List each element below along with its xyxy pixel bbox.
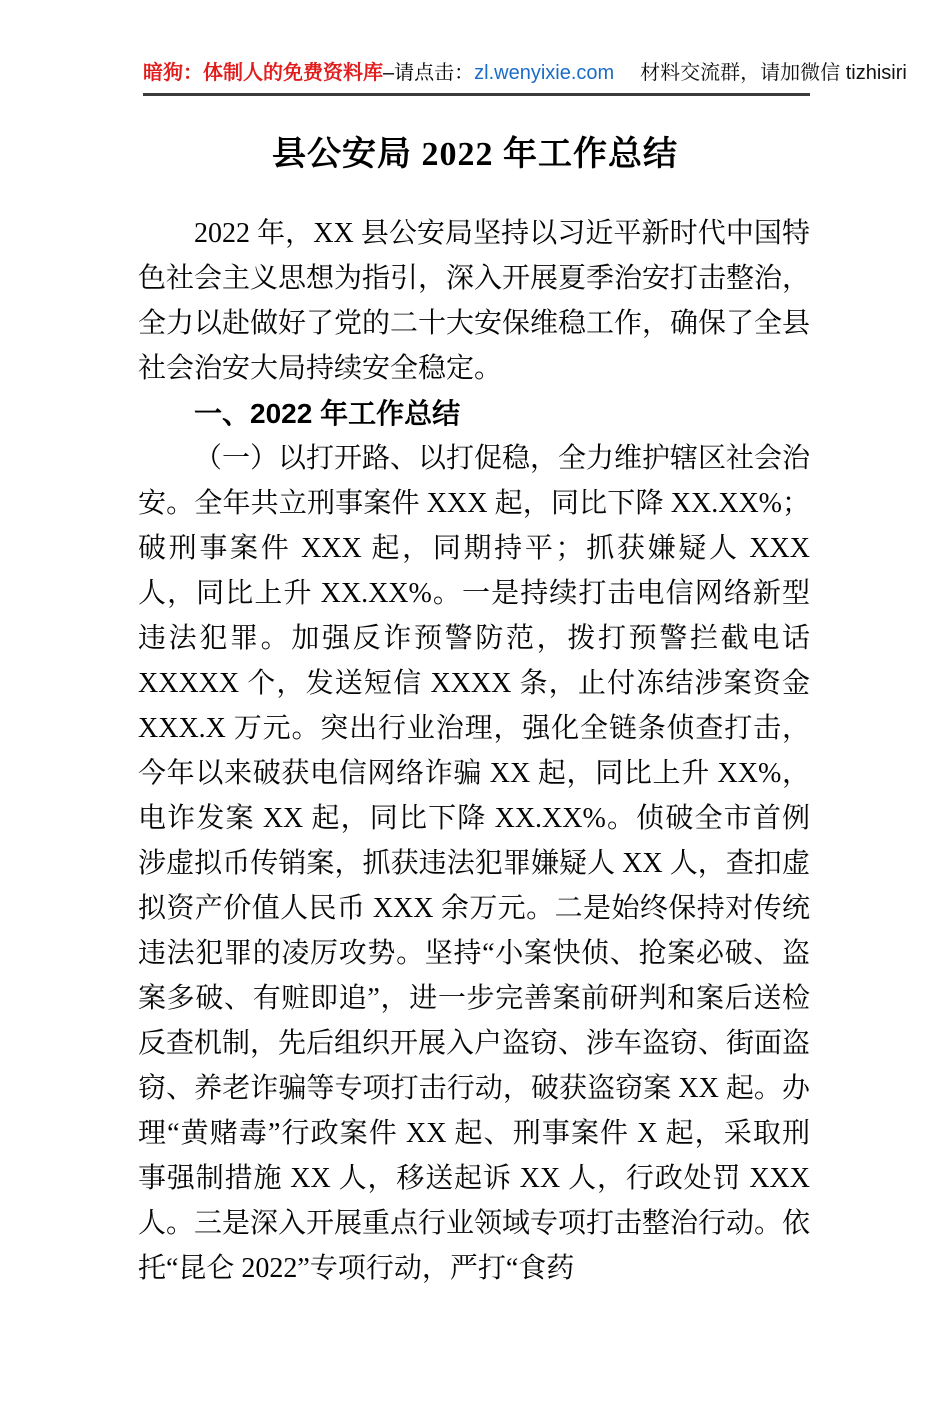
header-click-label: –请点击： bbox=[383, 62, 475, 84]
document-body bbox=[138, 211, 810, 1291]
section-1-paragraph: （一）以打开路、以打促稳，全力维护辖区社会治安。全年共立刑事案件 XXX 起，同比下降 XX.XX%；破刑事案件 XXX 起，同期持平；抓获嫌疑人 XXX 人，同比上升 XX.XX%。一是持续打击电信网络新型违法犯罪。加强反诈预警防范，拨打预警拦截电话 XXXXX 个，发送短信 XXXX 条，止付冻结涉案资金 XXX.X 万元。突出行业治理，强化全链条侦查打击，今年以来破获电信网络诈骗 XX 起，同比上升 XX%，电诈发案 XX 起，同比下降 XX.XX%。侦破全市首例涉虚拟币传销案，抓获违法犯罪嫌疑人 XX 人，查扣虚拟资产价值人民币 XXX 余万元。二是始终保持对传统违法犯罪的凌厉攻势。坚持“小案快侦、抢案必破、盗案多破、有赃即追”，进一步完善案前研判和案后送检反查机制，先后组织开展入户盗窃、涉车盗窃、街面盗窃、养老诈骗等专项打击行动，破获盗窃案 XX 起。办理“黄赌毒”行政案件 XX 起、刑事案件 X 起，采取刑事强制措施 XX 人，移送起诉 XX 人，行政处罚 XXX 人。三是深入开展重点行业领域专项打击整治行动。依托“昆仑 2022”专项行动，严打“食药 bbox=[138, 443, 811, 1284]
header-banner bbox=[143, 60, 907, 96]
document-page bbox=[0, 60, 950, 1404]
resource-site-link[interactable]: zl.wenyixie.com bbox=[474, 62, 615, 84]
intro-paragraph: 2022 年，XX 县公安局坚持以习近平新时代中国特色社会主义思想为指引，深入开展夏季治安打击整治，全力以赴做好了党的二十大安保维稳工作，确保了全县社会治安大局持续安全稳定。 bbox=[138, 218, 811, 384]
page-title: 县公安局 2022 年工作总结 bbox=[272, 136, 678, 173]
header-wechat-note: 材料交流群，请加微信 tizhisiri bbox=[640, 62, 907, 84]
header-brand-text: 暗狗：体制人的免费资料库 bbox=[143, 62, 383, 84]
section-1-heading: 一、2022 年工作总结 bbox=[194, 398, 461, 429]
